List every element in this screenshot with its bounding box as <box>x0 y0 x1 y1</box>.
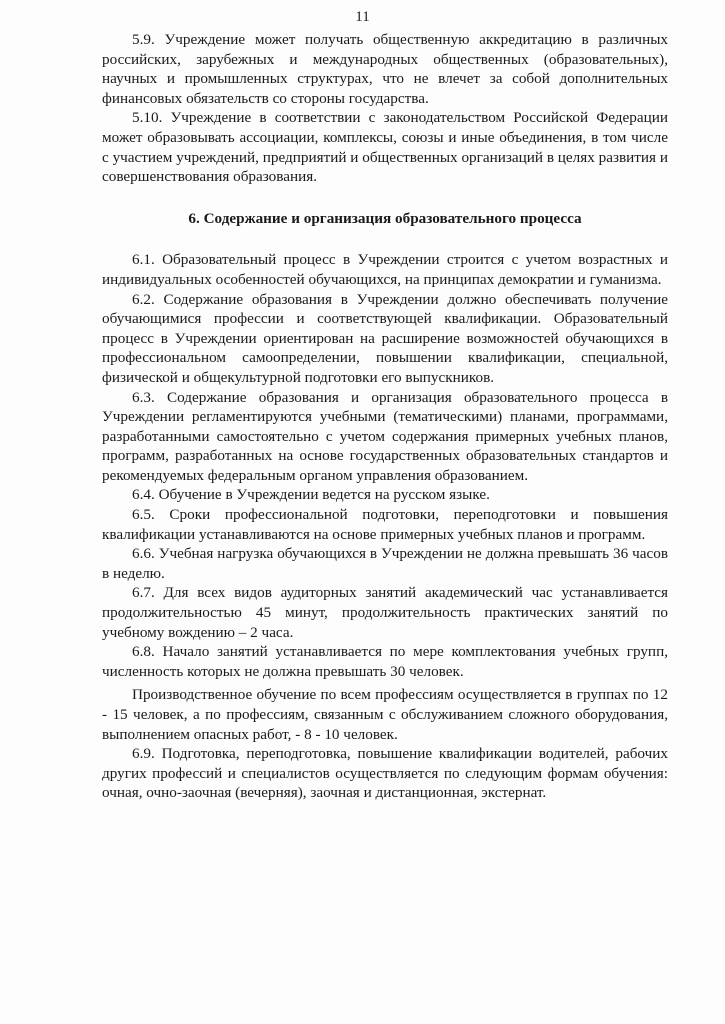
paragraph-6-2: 6.2. Содержание образования в Учреждении должно обеспечивать получение обучающимися профессии и соответствующей квалификации. Образовательный процесс в Учреждении ориентирован на расширение возможностей обучающихся в профессиональном самоопределении, повышении квалификации, специальной, физической и общекультурной подготовки его выпускников. <box>102 290 668 386</box>
paragraph-5-10: 5.10. Учреждение в соответствии с законодательством Российской Федерации может образовывать ассоциации, комплексы, союзы и иные объединения, в том числе с участием учреждений, предприятий и общественных организаций в целях развития и совершенствования образования. <box>102 109 668 186</box>
paragraph-6-5: 6.5. Сроки профессиональной подготовки, переподготовки и повышения квалификации устанавливаются на основе примерных учебных планов и программ. <box>102 506 668 543</box>
paragraph-5-9: 5.9. Учреждение может получать общественную аккредитацию в различных российских, зарубежных и международных общественных (образовательных), научных и промышленных структурах, что не влечет за собой дополнительных финансовых обязательств со стороны государства. <box>102 31 668 107</box>
section-heading: 6. Содержание и организация образовательного процесса <box>188 209 582 227</box>
paragraph-6-7: 6.7. Для всех видов аудиторных занятий академический час устанавливается продолжительностью 45 минут, продолжительность практических занятий по учебному вождению – 2 часа. <box>102 584 668 641</box>
page-number: 11 <box>355 9 370 25</box>
paragraph-6-6: 6.6. Учебная нагрузка обучающихся в Учреждении не должна превышать 36 часов в неделю. <box>102 545 668 582</box>
paragraph-6-3: 6.3. Содержание образования и организация образовательного процесса в Учреждении регламентируются учебными (тематическими) планами, программами, разработанными самостоятельно с учетом содержания примерных учебных планов, программ, разработанных на основе государственных образовательных стандартов и рекомендуемых федеральным органом управления образованием. <box>102 388 668 484</box>
paragraph-6-8: 6.8. Начало занятий устанавливается по мере комплектования учебных групп, численность которых не должна превышать 30 человек. <box>102 643 668 680</box>
paragraph-6-9: 6.9. Подготовка, переподготовка, повышение квалификации водителей, рабочих других профессий и специалистов осуществляется по следующим формам обучения: очная, очно-заочная (вечерняя), заочная и дистанционная, экстернат. <box>102 745 668 802</box>
paragraph-production-training: Производственное обучение по всем профессиям осуществляется в группах по 12 - 15 человек, а по профессиям, связанным с обслуживанием сложного оборудования, выполнением опасных работ, - 8 - 10 человек. <box>102 686 668 743</box>
document-body <box>102 30 668 803</box>
paragraph-6-4: 6.4. Обучение в Учреждении ведется на русском языке. <box>132 486 490 504</box>
paragraph-6-1: 6.1. Образовательный процесс в Учреждении строится с учетом возрастных и индивидуальных особенностей обучающихся, на принципах демократии и гуманизма. <box>102 251 668 288</box>
